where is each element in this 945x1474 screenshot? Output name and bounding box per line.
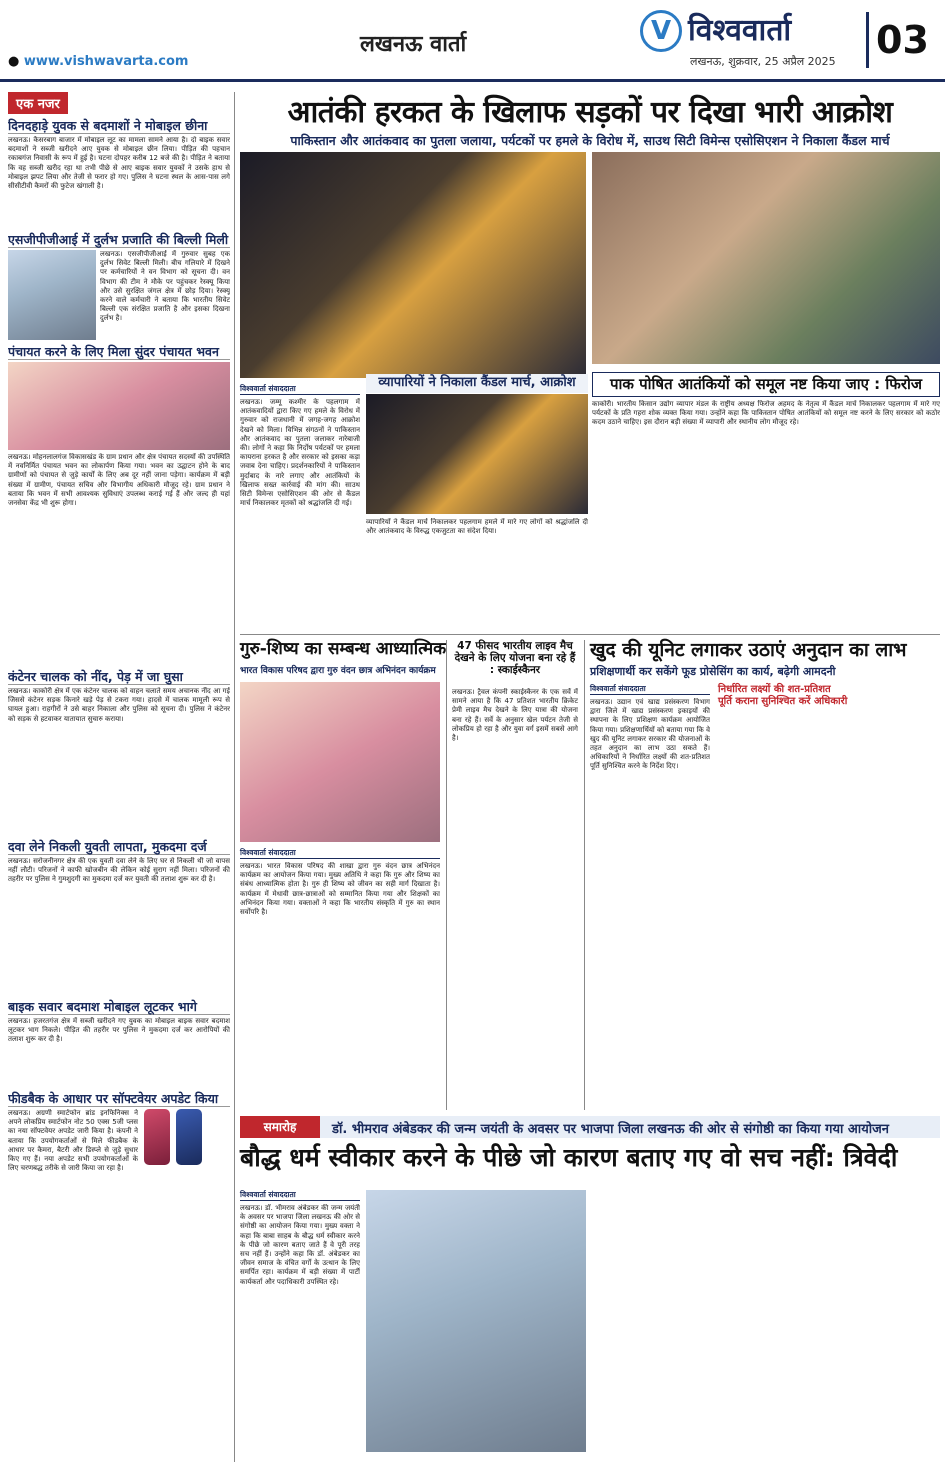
story-title: पंचायत करने के लिए मिला सुंदर पंचायत भवन xyxy=(8,344,230,360)
guru-photo xyxy=(240,682,440,842)
section-title: लखनऊ वार्ता xyxy=(360,32,467,57)
guru-subheadline: भारत विकास परिषद द्वारा गुरु वंदन छात्र अभिनंदन कार्यक्रम xyxy=(240,666,436,676)
phone-icon xyxy=(144,1109,170,1165)
story-title: फीडबैक के आधार पर सॉफ्टवेयर अपडेट किया xyxy=(8,1091,230,1107)
divider xyxy=(234,92,235,1462)
sidebar-ek-nazar xyxy=(8,92,230,1462)
brand-logo-icon: V xyxy=(640,10,682,52)
traders-headline: व्यापारियों ने निकाला कैंडल मार्च, आक्रोश xyxy=(366,374,588,393)
food-body: लखनऊ। उद्यान एवं खाद्य प्रसंस्करण विभाग द्वारा जिले में खाद्य प्रसंस्करण इकाइयों की स्थापना के लिए प्रशिक्षण कार्यक्रम आयोजित किया गया। प्रशिक्षणार्थियों को बताया गया कि वे खुद की यूनिट लगाकर सरकार की योजनाओं के तहत अनुदान का लाभ उठा सकते हैं। अधिकारियों ने निर्धारित लक्ष्यों की शत-प्रतिशत पूर्ति सुनिश्चित करने के निर्देश दिए। xyxy=(590,698,710,771)
masthead xyxy=(0,0,945,82)
food-subheadline: प्रशिक्षणार्थी कर सकेंगे फूड प्रोसेसिंग का कार्य, बढ़ेगी आमदनी xyxy=(590,665,836,678)
event-label: समारोह xyxy=(240,1116,320,1138)
lead-photo-candle-march xyxy=(592,152,940,364)
page-number: 03 xyxy=(866,12,936,68)
story-body: लखनऊ। कैसरबाग बाजार में मोबाइल लूट का मामला सामने आया है। दो बाइक सवार बदमाशों ने सब्जी खरीदने आए युवक से मोबाइल छीन लिया। पीड़ित की पहचान रकाबगंज निवासी के रूप में हुई है। घटना दोपहर करीब 12 बजे की है। पीड़ित ने बताया कि वह सब्जी खरीद रहा था तभी पीछे से आए बाइक सवार युवकों ने उसके हाथ से मोबाइल झपट लिया और तेजी से फरार हो गए। पुलिस ने घटना स्थल के आस-पास लगे सीसीटीवी कैमरों की फुटेज खंगाली है। xyxy=(8,136,230,191)
phone-icon xyxy=(176,1109,202,1165)
buddh-body: लखनऊ। डॉ. भीमराव अंबेडकर की जन्म जयंती के अवसर पर भाजपा जिला लखनऊ की ओर से संगोष्ठी का आयोजन किया गया। मुख्य वक्ता ने कहा कि बाबा साहब के बौद्ध धर्म स्वीकार करने के पीछे जो कारण बताए जाते हैं वे पूरी तरह सच नहीं हैं। उन्होंने कहा कि डॉ. अंबेडकर का जीवन समाज के वंचित वर्गों के उत्थान के लिए समर्पित रहा। कार्यक्रम में बड़ी संख्या में पार्टी कार्यकर्ता और पदाधिकारी उपस्थित रहे। xyxy=(240,1204,360,1286)
buddh-headline: बौद्ध धर्म स्वीकार करने के पीछे जो कारण बताए गए वो सच नहीं: त्रिवेदी xyxy=(240,1143,898,1172)
story-body: लखनऊ। अग्रणी स्मार्टफोन ब्रांड इनफिनिक्स ने अपने लोकप्रिय स्मार्टफोन नोट 50 एक्स 5जी प्लस का नया सॉफ्टवेयर अपडेट जारी किया है। कंपनी ने बताया कि उपयोगकर्ताओं से मिले फीडबैक के आधार पर कैमरा, बैटरी और डिस्प्ले से जुड़े सुधार किए गए हैं। नया अपडेट सभी उपयोगकर्ताओं के लिए चरणबद्ध तरीके से जारी किया जा रहा है। xyxy=(8,1109,138,1173)
divider xyxy=(584,640,585,1110)
traders-photo xyxy=(366,394,588,514)
story-body: लखनऊ। मोहनलालगंज विकासखंड के ग्राम प्रधान और क्षेत्र पंचायत सदस्यों की उपस्थिति में नवनिर्मित पंचायत भवन का लोकार्पण किया गया। भवन का उद्घाटन होने के बाद ग्रामीणों को पंचायत से जुड़े कार्यों के लिए अब दूर नहीं जाना पड़ेगा। कार्यक्रम में बड़ी संख्या में ग्रामीण, पंचायत सचिव और विभागीय अधिकारी मौजूद रहे। ग्राम प्रधान ने बताया कि भवन में सभी आवश्यक सुविधाएं उपलब्ध कराई गई हैं और जल्द ही यहां जनसेवा केंद्र भी शुरू होगा। xyxy=(8,453,230,508)
firoz-headline: पाक पोषित आतंकियों को समूल नष्ट किया जाए : फिरोज xyxy=(592,372,940,397)
lead-subheadline: पाकिस्तान और आतंकवाद का पुतला जलाया, पर्यटकों पर हमले के विरोध में, साउथ सिटी विमेन्स एसोसिएशन ने निकाला कैंडल मार्च xyxy=(290,133,890,148)
event-bar xyxy=(240,1116,940,1138)
story-title: दिनदहाड़े युवक से बदमाशों ने मोबाइल छीना xyxy=(8,118,230,134)
divider xyxy=(240,634,940,635)
lead-byline: विश्ववार्ता संवाददाता xyxy=(240,384,360,398)
lead-photo-protest xyxy=(240,152,586,378)
story-title: कंटेनर चालक को नींद, पेड़ में जा घुसा xyxy=(8,669,230,685)
buddh-byline: विश्ववार्ता संवाददाता xyxy=(240,1190,360,1204)
event-text: डॉ. भीमराव अंबेडकर की जन्म जयंती के अवसर पर भाजपा जिला लखनऊ की ओर से संगोष्ठी का किया गया आयोजन xyxy=(332,1122,889,1137)
buddh-photo xyxy=(366,1190,586,1452)
story-body: लखनऊ। एसजीपीजीआई में गुरुवार सुबह एक दुर्लभ सिवेट बिल्ली मिली। बीच गलियारे में दिखने पर कर्मचारियों ने वन विभाग को सूचना दी। वन विभाग की टीम ने मौके पर पहुंचकर रेस्क्यू किया और उसे सुरक्षित जंगल क्षेत्र में छोड़ दिया। रेस्क्यू करने वाले कर्मचारी ने बताया कि भारतीय सिवेट बिल्ली एक संरक्षित प्रजाति है और इसका दिखना दुर्लभ है। xyxy=(100,250,230,323)
story-title: बाइक सवार बदमाश मोबाइल लूटकर भागे xyxy=(8,999,230,1015)
food-byline: विश्ववार्ता संवाददाता xyxy=(590,684,710,698)
food-headline: खुद की यूनिट लगाकर उठाएं अनुदान का लाभ xyxy=(590,639,907,661)
cricket-headline: 47 फीसद भारतीय लाइव मैच देखने के लिए योजना बना रहे हैं : स्काईस्कैनर xyxy=(454,640,576,677)
firoz-body: काकोरी। भारतीय किसान उद्योग व्यापार मंडल के राष्ट्रीय अध्यक्ष फिरोज अहमद के नेतृत्व में कैंडल मार्च निकालकर पहलगाम में मारे गए पर्यटकों के प्रति गहरा शोक व्यक्त किया गया। उन्होंने कहा कि पाकिस्तान पोषित आतंकियों को समूल नष्ट करने के लिए सरकार को कठोर कदम उठाने चाहिए। इस दौरान बड़ी संख्या में व्यापारी और स्थानीय लोग मौजूद रहे। xyxy=(592,400,940,427)
story-body: लखनऊ। हजरतगंज क्षेत्र में सब्जी खरीदने गए युवक का मोबाइल बाइक सवार बदमाश लूटकर भाग निकले। पीड़ित की तहरीर पर पुलिस ने मुकदमा दर्ज कर आरोपियों की तलाश शुरू कर दी है। xyxy=(8,1017,230,1044)
globe-icon: ● xyxy=(8,54,20,69)
traders-caption: व्यापारियों ने कैंडल मार्च निकालकर पहलगाम हमले में मारे गए लोगों को श्रद्धांजलि दी और आतंकवाद के विरुद्ध एकजुटता का संदेश दिया। xyxy=(366,518,588,536)
smartphone-image xyxy=(144,1109,202,1189)
dateline: लखनऊ, शुक्रवार, 25 अप्रैल 2025 xyxy=(690,55,836,68)
brand-name: विश्ववार्ता xyxy=(688,13,792,48)
lead-headline: आतंकी हरकत के खिलाफ सड़कों पर दिखा भारी आक्रोश xyxy=(287,95,893,130)
food-pull-quote: निर्धारित लक्ष्यों की शत-प्रतिशत पूर्ति कराना सुनिश्चित करें अधिकारी xyxy=(718,684,848,707)
guru-byline: विश्ववार्ता संवाददाता xyxy=(240,848,440,862)
story-body: लखनऊ। सरोजनीनगर क्षेत्र की एक युवती दवा लेने के लिए घर से निकली थी जो वापस नहीं लौटी। परिजनों ने काफी खोजबीन की लेकिन कोई सुराग नहीं मिला। परिजनों की तहरीर पर पुलिस ने गुमशुदगी का मुकदमा दर्ज कर युवती की तलाश शुरू कर दी है। xyxy=(8,857,230,884)
guru-headline: गुरु-शिष्य का सम्बन्ध आध्यात्मिक xyxy=(240,639,447,659)
website-url[interactable]: ● www.vishwavarta.com xyxy=(8,54,189,69)
story-title: दवा लेने निकली युवती लापता, मुकदमा दर्ज xyxy=(8,839,230,855)
sidebar-tag: एक नजर xyxy=(8,92,68,114)
sidebar-photo xyxy=(8,250,96,340)
story-title: एसजीपीजीआई में दुर्लभ प्रजाति की बिल्ली मिली xyxy=(8,232,229,247)
sidebar-photo xyxy=(8,362,230,450)
lead-body: लखनऊ। जम्मू कश्मीर के पहलगाम में आतंकवादियों द्वारा किए गए हमले के विरोध में गुरुवार को राजधानी में जगह-जगह आक्रोश देखने को मिला। विभिन्न संगठनों ने पाकिस्तान और आतंकवाद का पुतला जलाकर नारेबाजी की। लोगों ने कहा कि निर्दोष पर्यटकों पर हमला कायराना हरकत है और सरकार को इसका कड़ा जवाब देना चाहिए। प्रदर्शनकारियों ने पाकिस्तान मुर्दाबाद के नारे लगाए और आतंकियों के खिलाफ सख्त कार्रवाई की मांग की। साउथ सिटी विमेन्स एसोसिएशन की ओर से कैंडल मार्च निकालकर मृतकों को श्रद्धांजलि दी गई। xyxy=(240,398,360,508)
divider xyxy=(446,640,447,1110)
guru-body: लखनऊ। भारत विकास परिषद की शाखा द्वारा गुरु वंदन छात्र अभिनंदन कार्यक्रम का आयोजन किया गया। मुख्य अतिथि ने कहा कि गुरु और शिष्य का संबंध आध्यात्मिक होता है। गुरु ही शिष्य को जीवन का सही मार्ग दिखाता है। कार्यक्रम में मेधावी छात्र-छात्राओं को सम्मानित किया गया और शिक्षकों का अभिनंदन किया गया। वक्ताओं ने कहा कि भारतीय संस्कृति में गुरु का स्थान सर्वोपरि है। xyxy=(240,862,440,917)
story-body: लखनऊ। काकोरी क्षेत्र में एक कंटेनर चालक को वाहन चलाते समय अचानक नींद आ गई जिससे कंटेनर सड़क किनारे खड़े पेड़ से टकरा गया। हादसे में चालक मामूली रूप से घायल हुआ। राहगीरों ने उसे बाहर निकाला और पुलिस को सूचना दी। पुलिस ने कंटेनर को सड़क से हटवाकर यातायात सुचारु कराया। xyxy=(8,687,230,723)
cricket-body: लखनऊ। ट्रैवल कंपनी स्काईस्कैनर के एक सर्वे में सामने आया है कि 47 प्रतिशत भारतीय क्रिकेट प्रेमी लाइव मैच देखने के लिए यात्रा की योजना बना रहे हैं। सर्वे के अनुसार खेल पर्यटन तेजी से लोकप्रिय हो रहा है और युवा वर्ग इसमें सबसे आगे है। xyxy=(452,688,578,743)
